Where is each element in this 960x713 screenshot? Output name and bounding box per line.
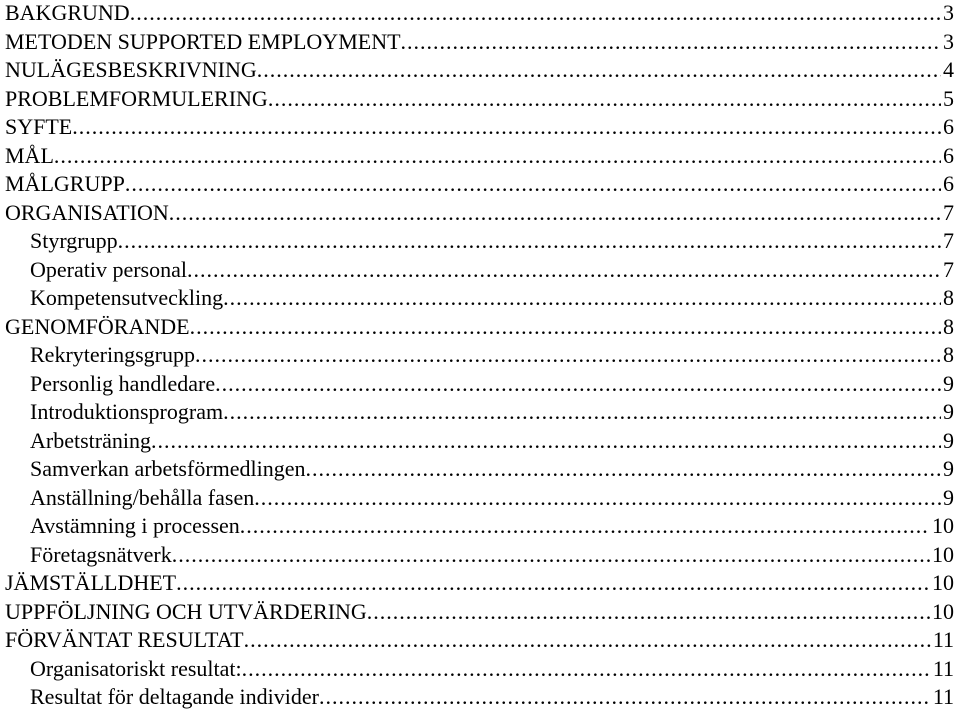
- toc-leader-dots: [240, 512, 930, 540]
- toc-entry[interactable]: [0, 0, 954, 27]
- toc-entry-title: JÄMSTÄLLDHET: [5, 570, 177, 595]
- toc-entry-title: Personlig handledare: [30, 370, 216, 396]
- toc-entry[interactable]: [0, 598, 954, 626]
- toc-entry-page-number: 9: [943, 427, 954, 453]
- toc-entry-page-number: 9: [943, 370, 954, 396]
- toc-entry-page-number: 4: [943, 57, 954, 82]
- toc-entry[interactable]: [0, 28, 954, 56]
- toc-entry-page-number: 7: [943, 256, 954, 282]
- toc-entry-page-number: 8: [943, 342, 954, 367]
- toc-entry[interactable]: [0, 284, 954, 312]
- toc-entry-title: SYFTE: [5, 114, 73, 139]
- toc-entry[interactable]: [0, 569, 954, 597]
- toc-entry-page-number: 11: [932, 684, 954, 709]
- toc-entry-title: MÅLGRUPP: [5, 171, 125, 196]
- toc-leader-dots: [244, 626, 931, 654]
- toc-entry-page-number: 7: [943, 228, 954, 253]
- toc-entry[interactable]: [0, 541, 954, 569]
- toc-entry-page-number: 9: [943, 456, 954, 481]
- toc-entry-title: PROBLEMFORMULERING: [5, 85, 268, 111]
- toc-leader-dots: [54, 142, 941, 170]
- toc-entry-page-number: 10: [932, 570, 954, 595]
- toc-leader-dots: [401, 28, 941, 56]
- toc-entry[interactable]: [0, 484, 954, 512]
- toc-leader-dots: [223, 398, 941, 426]
- toc-entry-page-number: 8: [943, 285, 954, 310]
- toc-entry[interactable]: [0, 227, 954, 255]
- toc-entry-page-number: 3: [943, 28, 954, 54]
- toc-leader-dots: [242, 655, 931, 683]
- toc-leader-dots: [176, 569, 930, 597]
- toc-entry-title: Anställning/behålla fasen: [30, 484, 255, 510]
- toc-entry-title: Operativ personal: [30, 256, 187, 282]
- toc-entry-page-number: 6: [943, 142, 954, 168]
- toc-entry-title: Samverkan arbetsförmedlingen: [30, 456, 306, 481]
- toc-entry-title: MÅL: [5, 142, 54, 168]
- toc-entry-page-number: 9: [943, 399, 954, 424]
- toc-leader-dots: [268, 85, 941, 113]
- toc-entry[interactable]: [0, 313, 954, 341]
- toc-entry-page-number: 6: [943, 171, 954, 196]
- toc-entry[interactable]: [0, 199, 954, 227]
- toc-entry[interactable]: [0, 370, 954, 398]
- toc-entry-page-number: 9: [943, 484, 954, 510]
- toc-leader-dots: [306, 455, 941, 483]
- toc-leader-dots: [319, 683, 931, 711]
- toc-entry[interactable]: [0, 655, 954, 683]
- toc-leader-dots: [172, 541, 930, 569]
- toc-entry-title: GENOMFÖRANDE: [5, 313, 190, 339]
- toc-entry-title: Avstämning i processen: [30, 513, 240, 538]
- toc-entry-page-number: 5: [943, 85, 954, 111]
- toc-entry[interactable]: [0, 56, 954, 84]
- toc-leader-dots: [118, 227, 941, 255]
- toc-entry-title: Kompetensutveckling: [30, 285, 224, 310]
- toc-entry-page-number: 3: [943, 0, 954, 25]
- toc-entry-title: NULÄGESBESKRIVNING: [5, 57, 257, 82]
- toc-entry[interactable]: [0, 455, 954, 483]
- toc-entry-page-number: 7: [943, 199, 954, 225]
- toc-leader-dots: [223, 284, 941, 312]
- toc-entry-page-number: 8: [943, 313, 954, 339]
- toc-entry[interactable]: [0, 512, 954, 540]
- toc-entry-page-number: 10: [932, 513, 954, 538]
- toc-entry-title: BAKGRUND: [5, 0, 130, 25]
- toc-entry-page-number: 10: [932, 541, 954, 567]
- toc-entry-title: Resultat för deltagande individer: [30, 684, 319, 709]
- toc-entry-title: UPPFÖLJNING OCH UTVÄRDERING: [5, 598, 367, 624]
- toc-entry-title: Styrgrupp: [30, 228, 118, 253]
- toc-leader-dots: [215, 370, 941, 398]
- toc-leader-dots: [151, 427, 941, 455]
- toc-leader-dots: [130, 0, 941, 27]
- toc-entry[interactable]: [0, 427, 954, 455]
- toc-leader-dots: [125, 170, 941, 198]
- toc-entry-title: Rekryteringsgrupp: [30, 342, 195, 367]
- toc-entry-title: FÖRVÄNTAT RESULTAT: [5, 627, 244, 652]
- toc-leader-dots: [187, 256, 941, 284]
- toc-leader-dots: [254, 484, 941, 512]
- toc-entry[interactable]: [0, 113, 954, 141]
- toc-entry-title: Arbetsträning: [30, 427, 151, 453]
- toc-leader-dots: [190, 313, 941, 341]
- toc-entry-title: METODEN SUPPORTED EMPLOYMENT: [5, 28, 401, 54]
- toc-entry[interactable]: [0, 341, 954, 369]
- toc-entry[interactable]: [0, 256, 954, 284]
- toc-entry-title: Introduktionsprogram: [30, 399, 224, 424]
- toc-entry[interactable]: [0, 170, 954, 198]
- toc-leader-dots: [367, 598, 930, 626]
- toc-entry[interactable]: [0, 142, 954, 170]
- toc-entry-page-number: 6: [943, 114, 954, 139]
- toc-entry-title: ORGANISATION: [5, 199, 169, 225]
- toc-entry[interactable]: [0, 683, 954, 711]
- toc-entry[interactable]: [0, 398, 954, 426]
- toc-entry-page-number: 10: [932, 598, 954, 624]
- toc-entry-page-number: 11: [932, 627, 954, 652]
- toc-entry-title: Företagsnätverk: [30, 541, 172, 567]
- toc-entry[interactable]: [0, 85, 954, 113]
- toc-entry-title: Organisatoriskt resultat:: [30, 655, 242, 681]
- toc-entry[interactable]: [0, 626, 954, 654]
- toc-leader-dots: [257, 56, 941, 84]
- toc-entry-page-number: 11: [932, 655, 954, 681]
- toc-leader-dots: [195, 341, 941, 369]
- toc-leader-dots: [72, 113, 941, 141]
- toc-leader-dots: [169, 199, 941, 227]
